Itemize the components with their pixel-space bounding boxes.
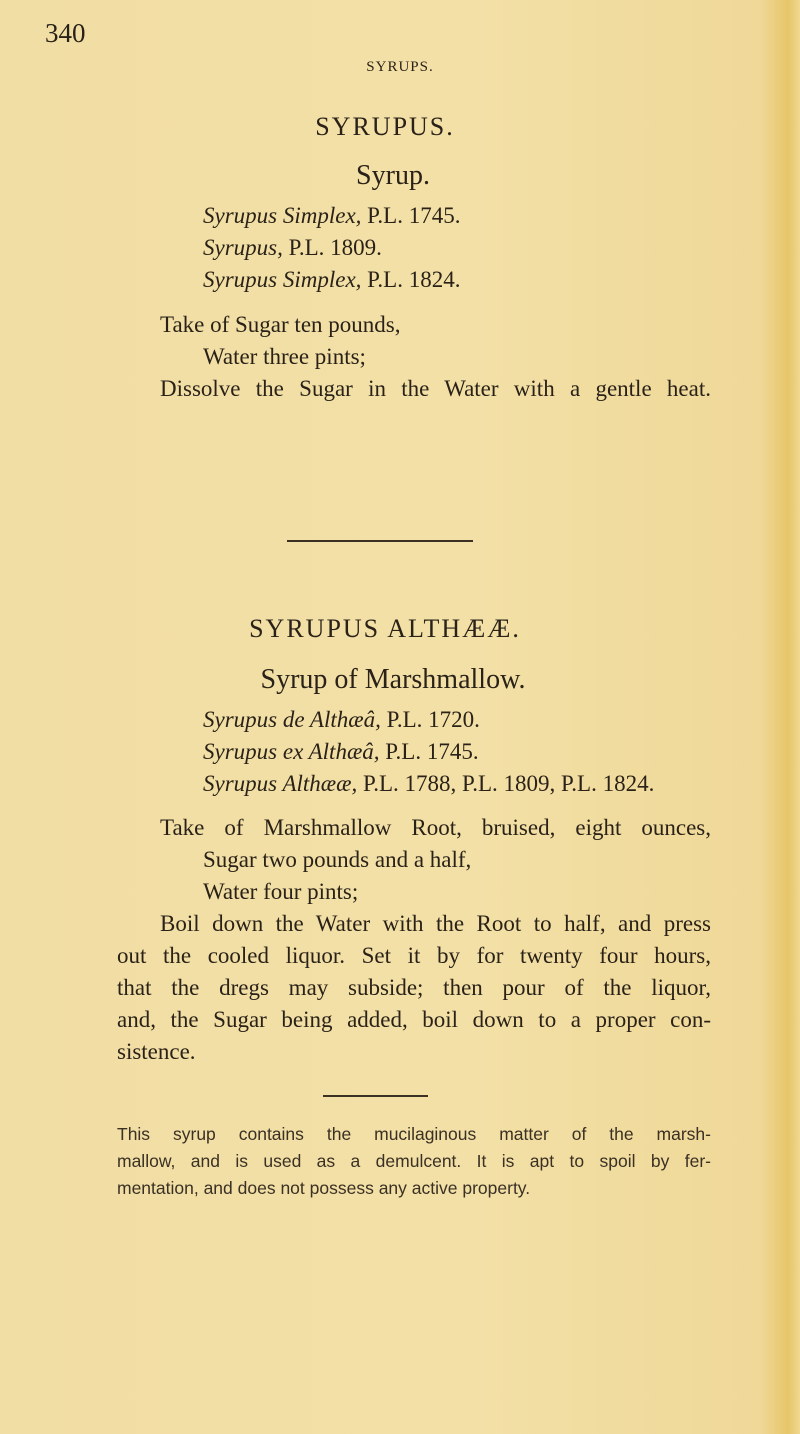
section-subtitle: Syrup of Marshmallow. [260, 664, 526, 695]
synonym-ref: P.L. 1745. [361, 203, 461, 228]
synonym-name: Syrupus ex Althæâ, [203, 739, 380, 764]
recipe-line: Take of Sugar ten pounds, [160, 312, 401, 337]
running-title: SYRUPS. [366, 59, 434, 75]
recipe-line: sistence. [117, 1039, 196, 1064]
recipe-line: out the cooled liquor. Set it by for twenty four hours, [117, 943, 711, 968]
synonym [203, 772, 654, 795]
synonym [203, 236, 382, 259]
synonym-name: Syrupus de Althæâ, [203, 707, 381, 732]
section-title: SYRUPUS. [315, 112, 455, 141]
recipe-line: Sugar two pounds and a half, [203, 847, 472, 872]
note-divider [323, 1095, 428, 1097]
recipe-line: and, the Sugar being added, boil down to a proper con- [117, 1007, 711, 1032]
recipe-line: that the dregs may subside; then pour of the liquor, [117, 975, 711, 1000]
synonym [203, 708, 480, 731]
recipe-line: Boil down the Water with the Root to half, and press [160, 911, 711, 936]
synonym [203, 204, 460, 227]
recipe-line: Take of Marshmallow Root, bruised, eight ounces, [160, 815, 711, 840]
synonym-ref: P.L. 1809. [282, 235, 382, 260]
recipe-line: Water three pints; [203, 344, 366, 369]
section-title: SYRUPUS ALTHÆÆ. [249, 614, 521, 643]
section-subtitle: Syrup. [356, 160, 430, 191]
synonym-name: Syrupus Simplex, [203, 203, 362, 228]
note-line: This syrup contains the mucilaginous matter of the marsh- [117, 1124, 711, 1144]
synonym-ref: P.L. 1824. [361, 267, 461, 292]
synonym-name: Syrupus, [203, 235, 283, 260]
recipe-line: Dissolve the Sugar in the Water with a gentle heat. [160, 376, 711, 401]
synonym [203, 740, 479, 763]
synonym-name: Syrupus Althææ, [203, 771, 358, 796]
synonym-ref: P.L. 1745. [379, 739, 479, 764]
recipe-line: Water four pints; [203, 879, 359, 904]
note-line: mentation, and does not possess any active property. [117, 1178, 531, 1198]
synonym [203, 268, 460, 291]
synonym-ref: P.L. 1720. [380, 707, 480, 732]
page-number: 340 [45, 18, 86, 48]
section-divider [287, 540, 473, 542]
synonym-name: Syrupus Simplex, [203, 267, 362, 292]
note-line: mallow, and is used as a demulcent. It is apt to spoil by fer- [117, 1151, 711, 1171]
synonym-ref: P.L. 1788, P.L. 1809, P.L. 1824. [357, 771, 655, 796]
